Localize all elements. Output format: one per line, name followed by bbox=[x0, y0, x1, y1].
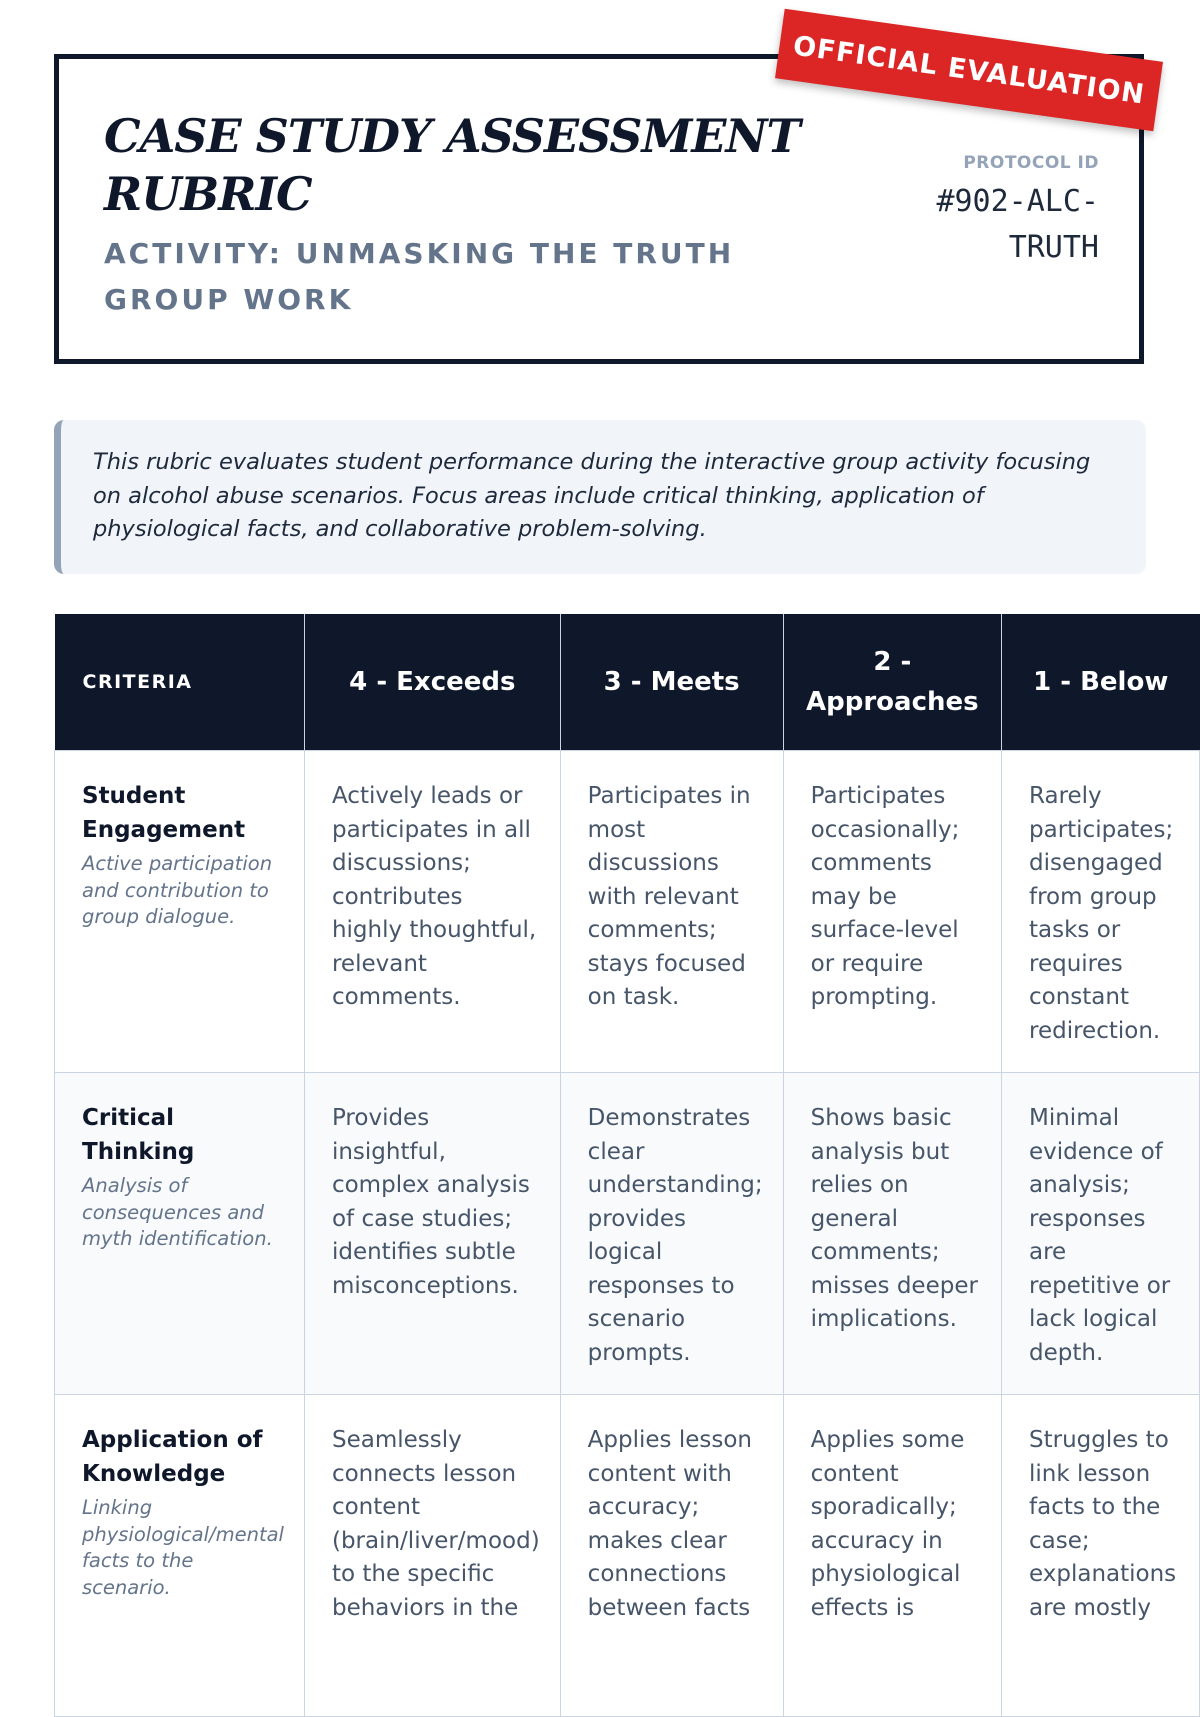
protocol-id: #902-ALC-TRUTH bbox=[936, 184, 1099, 265]
criteria-description: Active participation and contribution to group dialogue. bbox=[82, 852, 273, 928]
level-2-cell: Shows basic analysis but relies on general comments; misses deeper implications. bbox=[783, 1073, 1001, 1395]
column-header-criteria: CRITERIA bbox=[55, 614, 305, 751]
level-1-cell: Minimal evidence of analysis; responses are repetitive or lack logical depth. bbox=[1002, 1073, 1200, 1395]
criteria-cell bbox=[55, 1395, 305, 1717]
criteria-name: Critical Thinking bbox=[82, 1105, 195, 1165]
level-3-cell: Participates in most discussions with relevant comments; stays focused on task. bbox=[560, 751, 783, 1073]
table-row bbox=[55, 1073, 1200, 1395]
column-header-meets: 3 - Meets bbox=[560, 614, 783, 751]
page-title: CASE STUDY ASSESSMENT RUBRIC bbox=[104, 109, 800, 221]
table-row bbox=[55, 751, 1200, 1073]
criteria-cell bbox=[55, 751, 305, 1073]
level-4-cell: Actively leads or participates in all discussions; contributes highly thoughtful, relevant comments. bbox=[304, 751, 560, 1073]
level-3-cell: Demonstrates clear understanding; provides logical responses to scenario prompts. bbox=[560, 1073, 783, 1395]
activity-subtitle: ACTIVITY: UNMASKING THE TRUTH GROUP WORK bbox=[104, 237, 735, 316]
level-2-cell: Applies some content sporadically; accuracy in physiological effects is bbox=[783, 1395, 1001, 1717]
table-row bbox=[55, 1395, 1200, 1717]
criteria-description: Linking physiological/mental facts to the scenario. bbox=[82, 1496, 284, 1599]
official-evaluation-stamp: OFFICIAL EVALUATION bbox=[775, 9, 1163, 131]
protocol-label: PROTOCOL ID bbox=[963, 153, 1099, 173]
level-1-cell: Rarely participates; disengaged from group tasks or requires constant redirection. bbox=[1002, 751, 1200, 1073]
level-1-cell: Struggles to link lesson facts to the case; explanations are mostly bbox=[1002, 1395, 1200, 1717]
criteria-cell bbox=[55, 1073, 305, 1395]
header-row bbox=[55, 614, 1200, 751]
column-header-approaches: 2 - Approaches bbox=[783, 614, 1001, 751]
column-header-below: 1 - Below bbox=[1002, 614, 1200, 751]
criteria-description: Analysis of consequences and myth identification. bbox=[82, 1174, 273, 1250]
rubric-table bbox=[54, 614, 1200, 1717]
column-header-exceeds: 4 - Exceeds bbox=[304, 614, 560, 751]
criteria-name: Application of Knowledge bbox=[82, 1427, 263, 1487]
level-4-cell: Seamlessly connects lesson content (brain/liver/mood) to the specific behaviors in the bbox=[304, 1395, 560, 1717]
level-3-cell: Applies lesson content with accuracy; makes clear connections between facts bbox=[560, 1395, 783, 1717]
level-2-cell: Participates occasionally; comments may be surface-level or require prompting. bbox=[783, 751, 1001, 1073]
intro-callout: This rubric evaluates student performance during the interactive group activity focusing on alcohol abuse scenarios. Focus areas include critical thinking, application of physiological facts, and collaborative problem-solving. bbox=[54, 420, 1146, 574]
level-4-cell: Provides insightful, complex analysis of case studies; identifies subtle misconceptions. bbox=[304, 1073, 560, 1395]
criteria-name: Student Engagement bbox=[82, 783, 246, 843]
